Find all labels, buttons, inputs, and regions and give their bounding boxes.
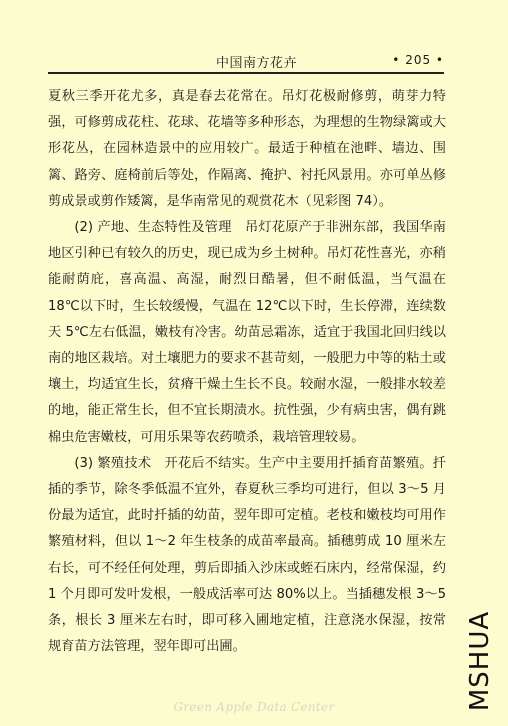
body-text bbox=[48, 84, 446, 660]
side-watermark-text: MSHUA bbox=[465, 610, 495, 712]
page-header bbox=[48, 52, 444, 72]
page-number: • 205 • bbox=[392, 53, 444, 67]
paragraph-origin-ecology: (2) 产地、生态特性及管理 吊灯花原产于非洲东部，我国华南地区引种已有较久的历史，现已成为乡土树种。吊灯花性喜光，亦稍能耐荫庇，喜高温、高湿，耐烈日酷暑，但不耐低温，当气温在 18℃以下时，生长较缓慢，气温在 12℃以下时，生长停滞，连续数天 5℃左右低温，嫩枝有冷害。幼苗忌霜冻，适宜于我国北回归线以南的地区栽培。对土壤肥力的要求不甚苛刻，一般肥力中等的粘土或壤土，均适宜生长，贫瘠干燥土生长不良。较耐水湿，一般排水较差的地，能正常生长，但不宜长期渍水。抗性强，少有病虫害，偶有跳棉虫危害嫩枝，可用乐果等农药喷杀，栽培管理较易。 bbox=[48, 220, 446, 445]
running-header-title: 中国南方花卉 bbox=[216, 56, 298, 71]
paragraph-continuation: 夏秋三季开花尤多，真是春去花常在。吊灯花极耐修剪，萌芽力特强，可修剪成花柱、花球、花墙等多种形态，为理想的生物绿篱或大形花丛，在园林造景中的应用较广。最适于种植在池畔、墙边、围篱、路旁、庭椅前后等处，作隔离、掩护、衬托风景用。亦可单丛修剪成景或剪作矮篱，是华南常见的观赏花木（见彩图 74）。 bbox=[48, 89, 446, 209]
paragraph-propagation: (3) 繁殖技术 开花后不结实。生产中主要用扦插育苗繁殖。扦插的季节，除冬季低温不宜外，春夏秋三季均可进行，但以 3～5 月份最为适宜，此时扦插的幼苗，翌年即可定植。老枝和嫩枝均可用作繁殖材料，但以 1～2 年生枝条的成苗率最高。插穗剪成 10 厘米左右长，可不经任何处理，剪后即插入沙床或蛭石床内，经常保湿，约 1 个月即可发叶发根，一般成活率可达 80%以上。当插穗发根 3～5 条，根长 3 厘米左右时，即可移入圃地定植，注意浇水保湿，按常规育苗方法管理，翌年即可出圃。 bbox=[48, 455, 446, 655]
side-watermark bbox=[460, 606, 500, 716]
bottom-watermark: Green Apple Data Center bbox=[173, 700, 335, 714]
header-rule bbox=[48, 72, 444, 74]
